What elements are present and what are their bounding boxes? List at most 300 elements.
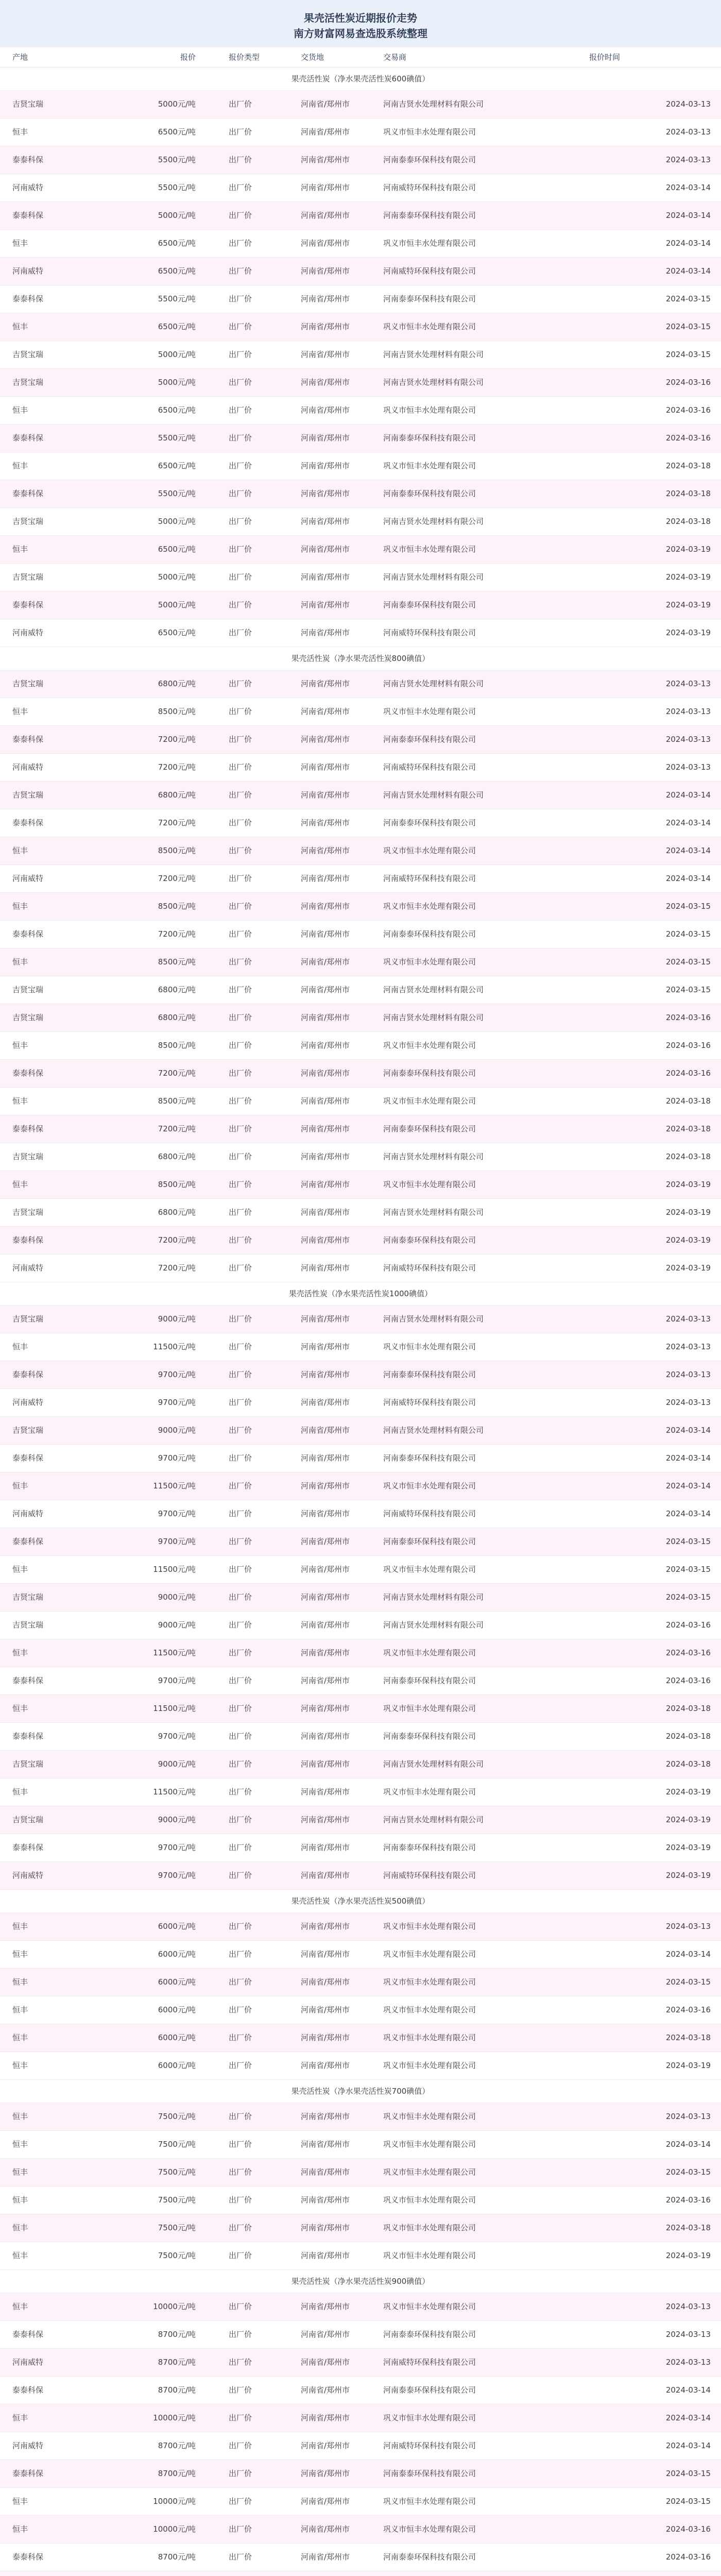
table-row xyxy=(0,1584,721,1612)
cell-delivery-place: 河南省/郑州市 xyxy=(301,2330,350,2339)
cell-price: 5500元/吨 xyxy=(158,433,196,443)
cell-trader: 河南吉贤水处理材料有限公司 xyxy=(383,1152,484,1161)
cell-delivery-place: 河南省/郑州市 xyxy=(301,1152,350,1161)
table-row xyxy=(0,698,721,726)
cell-quote-time: 2024-03-19 xyxy=(665,2061,711,2070)
cell-origin: 吉贤宝瑞 xyxy=(12,679,44,688)
table-row xyxy=(0,2159,721,2187)
cell-origin xyxy=(0,2571,103,2576)
cell-origin: 恒丰 xyxy=(12,2251,28,2260)
cell-price-type: 出厂价 xyxy=(229,1453,252,1463)
cell-trader: 巩义市恒丰水处理有限公司 xyxy=(383,2195,476,2205)
section-title: 果壳活性炭（净水果壳活性炭600碘值） xyxy=(0,67,721,91)
cell-quote-time: 2024-03-15 xyxy=(665,902,711,911)
cell-price: 7200元/吨 xyxy=(158,762,196,772)
cell-trader: 巩义市恒丰水处理有限公司 xyxy=(383,405,476,415)
cell-price-type: 出厂价 xyxy=(229,1871,252,1880)
cell-price-type: 出厂价 xyxy=(229,183,252,192)
cell-trader: 巩义市恒丰水处理有限公司 xyxy=(383,1704,476,1713)
cell-delivery-place: 河南省/郑州市 xyxy=(301,127,350,137)
section-title: 果壳活性炭（净水果壳活性炭1000碘值） xyxy=(0,1282,721,1306)
cell-price: 6800元/吨 xyxy=(158,679,196,688)
section-title: 果壳活性炭（净水果壳活性炭900碘值） xyxy=(0,2270,721,2293)
cell-price-type: 出厂价 xyxy=(229,1537,252,1546)
cell-trader xyxy=(371,2571,577,2576)
cell-price: 9700元/吨 xyxy=(158,1732,196,1741)
cell-price-type: 出厂价 xyxy=(229,2112,252,2121)
cell-delivery-place: 河南省/郑州市 xyxy=(301,1509,350,1518)
cell-delivery-place: 河南省/郑州市 xyxy=(301,790,350,800)
cell-origin: 泰泰科保 xyxy=(12,1843,44,1852)
cell-quote-time: 2024-03-19 xyxy=(665,2251,711,2260)
cell-price: 10000元/吨 xyxy=(153,2413,196,2422)
cell-price: 7200元/吨 xyxy=(158,1069,196,1078)
cell-delivery-place: 河南省/郑州市 xyxy=(301,1398,350,1407)
cell-trader: 巩义市恒丰水处理有限公司 xyxy=(383,846,476,855)
cell-price: 10000元/吨 xyxy=(153,2497,196,2506)
cell-price-type: 出厂价 xyxy=(229,1398,252,1407)
table-row xyxy=(0,893,721,921)
cell-price: 7500元/吨 xyxy=(158,2251,196,2260)
cell-quote-time: 2024-03-15 xyxy=(665,1977,711,1987)
cell-price: 8700元/吨 xyxy=(158,2385,196,2395)
table-header xyxy=(0,47,721,67)
cell-price-type: 出厂价 xyxy=(229,1013,252,1022)
cell-price: 7200元/吨 xyxy=(158,818,196,827)
cell-origin: 泰泰科保 xyxy=(12,155,44,164)
cell-price-type: 出厂价 xyxy=(229,1370,252,1379)
cell-trader: 巩义市恒丰水处理有限公司 xyxy=(383,461,476,470)
cell-origin: 河南威特 xyxy=(12,1509,44,1518)
cell-price: 5500元/吨 xyxy=(158,294,196,303)
cell-delivery-place: 河南省/郑州市 xyxy=(301,1208,350,1217)
cell-quote-time: 2024-03-14 xyxy=(665,1950,711,1959)
cell-origin: 恒丰 xyxy=(12,545,28,554)
cell-price: 11500元/吨 xyxy=(153,1648,196,1657)
cell-quote-time: 2024-03-19 xyxy=(665,1180,711,1189)
cell-trader: 河南泰泰环保科技有限公司 xyxy=(383,1235,476,1245)
cell-price-type: 出厂价 xyxy=(229,1208,252,1217)
cell-price: 6000元/吨 xyxy=(158,2061,196,2070)
table-row xyxy=(0,2488,721,2516)
cell-price-type: 出厂价 xyxy=(229,2469,252,2478)
cell-quote-time: 2024-03-19 xyxy=(665,600,711,609)
cell-trader: 巩义市恒丰水处理有限公司 xyxy=(383,902,476,911)
cell-price-type: 出厂价 xyxy=(229,99,252,109)
table-row xyxy=(0,1667,721,1695)
cell-price-type: 出厂价 xyxy=(229,762,252,772)
cell-delivery-place: 河南省/郑州市 xyxy=(301,1453,350,1463)
table-row xyxy=(0,1445,721,1472)
cell-trader: 河南泰泰环保科技有限公司 xyxy=(383,818,476,827)
table-row xyxy=(0,285,721,313)
page-subtitle: 南方财富网易查选股系统整理 xyxy=(294,27,427,40)
cell-delivery-place: 河南省/郑州市 xyxy=(301,2413,350,2422)
cell-price: 7200元/吨 xyxy=(158,874,196,883)
cell-trader: 河南吉贤水处理材料有限公司 xyxy=(383,985,484,994)
cell-price: 5000元/吨 xyxy=(158,600,196,609)
cell-price: 9700元/吨 xyxy=(158,1676,196,1685)
cell-origin: 吉贤宝瑞 xyxy=(12,1815,44,1824)
cell-trader: 河南泰泰环保科技有限公司 xyxy=(383,1537,476,1546)
cell-price: 8500元/吨 xyxy=(158,957,196,967)
cell-origin: 恒丰 xyxy=(12,2167,28,2177)
cell-trader: 巩义市恒丰水处理有限公司 xyxy=(383,322,476,331)
cell-delivery-place: 河南省/郑州市 xyxy=(301,957,350,967)
cell-quote-time: 2024-03-14 xyxy=(665,818,711,827)
cell-delivery-place: 河南省/郑州市 xyxy=(301,405,350,415)
cell-price-type: 出厂价 xyxy=(229,2061,252,2070)
cell-origin: 恒丰 xyxy=(12,902,28,911)
cell-quote-time: 2024-03-15 xyxy=(665,350,711,359)
cell-price: 9000元/吨 xyxy=(158,1314,196,1324)
cell-origin: 恒丰 xyxy=(12,707,28,716)
section-rows xyxy=(0,91,721,647)
cell-quote-time: 2024-03-15 xyxy=(665,322,711,331)
cell-trader: 巩义市恒丰水处理有限公司 xyxy=(383,2223,476,2232)
cell-quote-time: 2024-03-14 xyxy=(665,211,711,220)
cell-delivery-place: 河南省/郑州市 xyxy=(301,818,350,827)
table-row xyxy=(0,1255,721,1282)
cell-price: 7200元/吨 xyxy=(158,1263,196,1273)
cell-delivery-place: 河南省/郑州市 xyxy=(301,679,350,688)
table-row xyxy=(0,1969,721,1996)
cell-price-type: 出厂价 xyxy=(229,1152,252,1161)
cell-trader: 河南威特环保科技有限公司 xyxy=(383,183,476,192)
cell-price-type: 出厂价 xyxy=(229,239,252,248)
cell-price: 7200元/吨 xyxy=(158,929,196,939)
cell-price: 7500元/吨 xyxy=(158,2112,196,2121)
cell-origin: 恒丰 xyxy=(12,2061,28,2070)
table-row xyxy=(0,2377,721,2404)
cell-delivery-place: 河南省/郑州市 xyxy=(301,1977,350,1987)
cell-origin: 恒丰 xyxy=(12,1481,28,1490)
cell-delivery-place: 河南省/郑州市 xyxy=(301,1426,350,1435)
cell-quote-time: 2024-03-14 xyxy=(665,790,711,800)
column-header-trader: 交易商 xyxy=(383,53,407,62)
cell-quote-time: 2024-03-16 xyxy=(665,2524,711,2534)
cell-trader: 河南吉贤水处理材料有限公司 xyxy=(383,1426,484,1435)
cell-trader: 河南泰泰环保科技有限公司 xyxy=(383,211,476,220)
cell-delivery-place: 河南省/郑州市 xyxy=(301,1843,350,1852)
cell-trader: 河南吉贤水处理材料有限公司 xyxy=(383,1208,484,1217)
cell-quote-time: 2024-03-15 xyxy=(665,957,711,967)
cell-origin: 恒丰 xyxy=(12,2413,28,2422)
cell-trader: 河南泰泰环保科技有限公司 xyxy=(383,929,476,939)
column-header-origin: 产地 xyxy=(12,53,28,62)
table-row xyxy=(0,313,721,341)
cell-trader: 巩义市恒丰水处理有限公司 xyxy=(383,2413,476,2422)
cell-quote-time: 2024-03-13 xyxy=(665,679,711,688)
cell-trader: 巩义市恒丰水处理有限公司 xyxy=(383,1180,476,1189)
cell-price-type: 出厂价 xyxy=(229,294,252,303)
cell-price-type: 出厂价 xyxy=(229,846,252,855)
table-row xyxy=(0,1389,721,1417)
table-row xyxy=(0,948,721,976)
cell-origin: 恒丰 xyxy=(12,2140,28,2149)
cell-delivery-place: 河南省/郑州市 xyxy=(301,489,350,498)
cell-quote-time: 2024-03-14 xyxy=(665,1509,711,1518)
cell-price-type: 出厂价 xyxy=(229,1314,252,1324)
table-row xyxy=(0,1143,721,1171)
cell-origin: 恒丰 xyxy=(12,2497,28,2506)
cell-price: 6800元/吨 xyxy=(158,1152,196,1161)
cell-price-type: 出厂价 xyxy=(229,1592,252,1602)
cell-origin: 吉贤宝瑞 xyxy=(12,1620,44,1630)
cell-trader: 河南泰泰环保科技有限公司 xyxy=(383,1124,476,1133)
cell-quote-time: 2024-03-13 xyxy=(665,155,711,164)
cell-delivery-place: 河南省/郑州市 xyxy=(301,1759,350,1769)
cell-quote-time: 2024-03-13 xyxy=(665,1922,711,1931)
cell-quote-time: 2024-03-14 xyxy=(665,846,711,855)
cell-trader: 巩义市恒丰水处理有限公司 xyxy=(383,1041,476,1050)
cell-trader: 河南威特环保科技有限公司 xyxy=(383,2441,476,2450)
cell-trader: 河南泰泰环保科技有限公司 xyxy=(383,1453,476,1463)
cell-delivery-place: 河南省/郑州市 xyxy=(301,1481,350,1490)
cell-origin: 吉贤宝瑞 xyxy=(12,1013,44,1022)
table-row xyxy=(0,258,721,285)
table-row xyxy=(0,118,721,146)
cell-price-type: 出厂价 xyxy=(229,818,252,827)
cell-price: 9700元/吨 xyxy=(158,1871,196,1880)
cell-price-type: 出厂价 xyxy=(229,350,252,359)
cell-trader: 巩义市恒丰水处理有限公司 xyxy=(383,957,476,967)
cell-trader: 巩义市恒丰水处理有限公司 xyxy=(383,1950,476,1959)
section-rows xyxy=(0,2103,721,2270)
cell-trader: 河南泰泰环保科技有限公司 xyxy=(383,600,476,609)
cell-price-type: 出厂价 xyxy=(229,433,252,443)
cell-price: 6500元/吨 xyxy=(158,545,196,554)
cell-price: 9000元/吨 xyxy=(158,1592,196,1602)
cell-delivery-place: 河南省/郑州市 xyxy=(301,1235,350,1245)
cell-trader: 河南泰泰环保科技有限公司 xyxy=(383,155,476,164)
cell-trader: 巩义市恒丰水处理有限公司 xyxy=(383,1481,476,1490)
cell-delivery-place xyxy=(288,2571,371,2576)
cell-price-type xyxy=(216,2571,288,2576)
cell-price: 10000元/吨 xyxy=(153,2302,196,2311)
cell-delivery-place: 河南省/郑州市 xyxy=(301,846,350,855)
cell-origin: 吉贤宝瑞 xyxy=(12,1314,44,1324)
cell-price xyxy=(103,2571,216,2576)
cell-delivery-place: 河南省/郑州市 xyxy=(301,294,350,303)
cell-price-type: 出厂价 xyxy=(229,1565,252,1574)
cell-trader: 河南吉贤水处理材料有限公司 xyxy=(383,1815,484,1824)
cell-quote-time: 2024-03-19 xyxy=(665,1787,711,1797)
cell-delivery-place: 河南省/郑州市 xyxy=(301,2469,350,2478)
cell-trader: 河南威特环保科技有限公司 xyxy=(383,762,476,772)
table-row xyxy=(0,425,721,452)
table-row xyxy=(0,837,721,865)
cell-trader: 河南泰泰环保科技有限公司 xyxy=(383,735,476,744)
cell-origin: 恒丰 xyxy=(12,2195,28,2205)
cell-price-type: 出厂价 xyxy=(229,902,252,911)
cell-price-type: 出厂价 xyxy=(229,1732,252,1741)
cell-delivery-place: 河南省/郑州市 xyxy=(301,902,350,911)
cell-price-type: 出厂价 xyxy=(229,1426,252,1435)
column-header-delivery-place: 交货地 xyxy=(301,53,324,62)
price-section xyxy=(0,1890,721,2080)
table-row xyxy=(0,1778,721,1806)
page-title: 果壳活性炭近期报价走势 xyxy=(304,12,417,24)
cell-origin: 恒丰 xyxy=(12,1787,28,1797)
cell-delivery-place: 河南省/郑州市 xyxy=(301,1815,350,1824)
cell-price: 6800元/吨 xyxy=(158,1208,196,1217)
cell-price-type: 出厂价 xyxy=(229,211,252,220)
table-row xyxy=(0,2187,721,2214)
cell-origin: 河南威特 xyxy=(12,183,44,192)
cell-origin: 泰泰科保 xyxy=(12,735,44,744)
cell-price-type: 出厂价 xyxy=(229,1509,252,1518)
cell-quote-time: 2024-03-18 xyxy=(665,1152,711,1161)
cell-origin: 恒丰 xyxy=(12,846,28,855)
cell-trader: 河南泰泰环保科技有限公司 xyxy=(383,2330,476,2339)
cell-price-type: 出厂价 xyxy=(229,874,252,883)
cell-trader: 巩义市恒丰水处理有限公司 xyxy=(383,239,476,248)
cell-price: 8500元/吨 xyxy=(158,1180,196,1189)
cell-quote-time: 2024-03-16 xyxy=(665,1676,711,1685)
price-section xyxy=(0,1282,721,1890)
cell-quote-time: 2024-03-15 xyxy=(665,2167,711,2177)
cell-quote-time: 2024-03-19 xyxy=(665,1843,711,1852)
cell-trader: 巩义市恒丰水处理有限公司 xyxy=(383,2005,476,2014)
cell-delivery-place: 河南省/郑州市 xyxy=(301,2385,350,2395)
cell-price: 6500元/吨 xyxy=(158,322,196,331)
cell-quote-time: 2024-03-14 xyxy=(665,1453,711,1463)
cell-origin: 恒丰 xyxy=(12,405,28,415)
cell-price-type: 出厂价 xyxy=(229,2033,252,2042)
cell-origin: 河南威特 xyxy=(12,874,44,883)
cell-origin: 恒丰 xyxy=(12,127,28,137)
cell-price: 8700元/吨 xyxy=(158,2330,196,2339)
cell-quote-time: 2024-03-14 xyxy=(665,2413,711,2422)
cell-quote-time: 2024-03-13 xyxy=(665,99,711,109)
cell-quote-time: 2024-03-18 xyxy=(665,517,711,526)
cell-price-type: 出厂价 xyxy=(229,2005,252,2014)
table-row xyxy=(0,397,721,425)
table-row xyxy=(0,1528,721,1556)
cell-price: 9700元/吨 xyxy=(158,1509,196,1518)
cell-origin: 恒丰 xyxy=(12,2005,28,2014)
cell-origin: 恒丰 xyxy=(12,322,28,331)
cell-quote-time: 2024-03-19 xyxy=(665,1208,711,1217)
cell-delivery-place: 河南省/郑州市 xyxy=(301,1124,350,1133)
cell-trader: 河南泰泰环保科技有限公司 xyxy=(383,489,476,498)
cell-delivery-place: 河南省/郑州市 xyxy=(301,2524,350,2534)
price-table xyxy=(0,67,721,2576)
cell-price-type: 出厂价 xyxy=(229,517,252,526)
table-row xyxy=(0,2024,721,2052)
table-row xyxy=(0,2460,721,2488)
cell-quote-time: 2024-03-16 xyxy=(665,2195,711,2205)
cell-origin: 泰泰科保 xyxy=(12,2469,44,2478)
cell-price-type: 出厂价 xyxy=(229,378,252,387)
cell-trader: 巩义市恒丰水处理有限公司 xyxy=(383,2251,476,2260)
cell-origin: 泰泰科保 xyxy=(12,1235,44,1245)
table-row xyxy=(0,1913,721,1941)
cell-price-type: 出厂价 xyxy=(229,707,252,716)
cell-trader: 河南泰泰环保科技有限公司 xyxy=(383,1676,476,1685)
cell-price: 11500元/吨 xyxy=(153,1704,196,1713)
cell-delivery-place: 河南省/郑州市 xyxy=(301,211,350,220)
table-row xyxy=(0,2214,721,2242)
cell-price: 8500元/吨 xyxy=(158,902,196,911)
cell-price-type: 出厂价 xyxy=(229,929,252,939)
cell-trader: 巩义市恒丰水处理有限公司 xyxy=(383,1096,476,1106)
cell-trader: 巩义市恒丰水处理有限公司 xyxy=(383,2061,476,2070)
cell-delivery-place: 河南省/郑州市 xyxy=(301,1263,350,1273)
table-row xyxy=(0,1199,721,1227)
table-row xyxy=(0,1088,721,1115)
cell-price: 6500元/吨 xyxy=(158,405,196,415)
cell-quote-time: 2024-03-19 xyxy=(665,1235,711,1245)
table-row xyxy=(0,976,721,1004)
cell-quote-time: 2024-03-13 xyxy=(665,1370,711,1379)
cell-quote-time: 2024-03-18 xyxy=(665,2033,711,2042)
cell-delivery-place: 河南省/郑州市 xyxy=(301,266,350,276)
cell-origin: 恒丰 xyxy=(12,1180,28,1189)
cell-trader: 河南吉贤水处理材料有限公司 xyxy=(383,790,484,800)
cell-delivery-place: 河南省/郑州市 xyxy=(301,600,350,609)
cell-price: 11500元/吨 xyxy=(153,1481,196,1490)
cell-origin: 泰泰科保 xyxy=(12,489,44,498)
cell-quote-time: 2024-03-13 xyxy=(665,1398,711,1407)
cell-trader: 巩义市恒丰水处理有限公司 xyxy=(383,2167,476,2177)
cell-delivery-place: 河南省/郑州市 xyxy=(301,2005,350,2014)
cell-origin: 河南威特 xyxy=(12,2441,44,2450)
table-row xyxy=(0,174,721,202)
cell-quote-time: 2024-03-15 xyxy=(665,1565,711,1574)
cell-price-type: 出厂价 xyxy=(229,2302,252,2311)
cell-delivery-place: 河南省/郑州市 xyxy=(301,1370,350,1379)
cell-delivery-place: 河南省/郑州市 xyxy=(301,239,350,248)
cell-price: 9700元/吨 xyxy=(158,1370,196,1379)
cell-origin: 泰泰科保 xyxy=(12,1124,44,1133)
cell-trader: 河南泰泰环保科技有限公司 xyxy=(383,1843,476,1852)
cell-price: 9000元/吨 xyxy=(158,1759,196,1769)
cell-quote-time: 2024-03-15 xyxy=(665,294,711,303)
page-header xyxy=(0,0,721,47)
cell-price-type: 出厂价 xyxy=(229,2552,252,2562)
cell-origin: 泰泰科保 xyxy=(12,211,44,220)
cell-price: 6500元/吨 xyxy=(158,266,196,276)
cell-price: 5000元/吨 xyxy=(158,572,196,582)
cell-price: 8700元/吨 xyxy=(158,2441,196,2450)
table-row xyxy=(0,1941,721,1969)
cell-trader: 河南吉贤水处理材料有限公司 xyxy=(383,1759,484,1769)
cell-price-type: 出厂价 xyxy=(229,322,252,331)
cell-price-type: 出厂价 xyxy=(229,1704,252,1713)
cell-price-type: 出厂价 xyxy=(229,1069,252,1078)
cell-delivery-place: 河南省/郑州市 xyxy=(301,1620,350,1630)
cell-trader: 河南吉贤水处理材料有限公司 xyxy=(383,378,484,387)
cell-delivery-place: 河南省/郑州市 xyxy=(301,707,350,716)
cell-price: 5000元/吨 xyxy=(158,350,196,359)
cell-price-type: 出厂价 xyxy=(229,2251,252,2260)
price-section xyxy=(0,2270,721,2576)
cell-delivery-place: 河南省/郑州市 xyxy=(301,545,350,554)
cell-price: 9700元/吨 xyxy=(158,1398,196,1407)
cell-quote-time: 2024-03-16 xyxy=(665,2552,711,2562)
cell-price-type: 出厂价 xyxy=(229,1235,252,1245)
cell-delivery-place: 河南省/郑州市 xyxy=(301,762,350,772)
section-title: 果壳活性炭（净水果壳活性炭800碘值） xyxy=(0,647,721,670)
cell-delivery-place: 河南省/郑州市 xyxy=(301,378,350,387)
table-row xyxy=(0,1862,721,1890)
cell-quote-time: 2024-03-13 xyxy=(665,707,711,716)
cell-delivery-place: 河南省/郑州市 xyxy=(301,2061,350,2070)
cell-price: 10000元/吨 xyxy=(153,2524,196,2534)
cell-trader: 巩义市恒丰水处理有限公司 xyxy=(383,1648,476,1657)
